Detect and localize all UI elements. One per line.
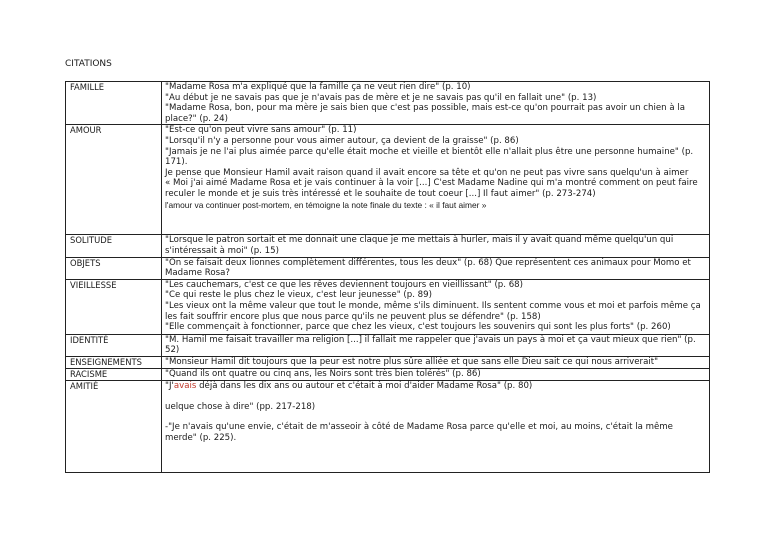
quote: "On se faisait deux lionnes complètement différentes, tous les deux" (p. 68) Que représentent ces animaux pour Momo et Madame Rosa?: [165, 257, 691, 279]
spacer: [165, 392, 707, 402]
quote: -"Je n'avais qu'une envie, c'était de m'asseoir à côté de Madame Rosa parce qu'elle et moi, au moins, c'était la même merde" (p. 225).: [165, 422, 673, 443]
quote: "Monsieur Hamil dit toujours que la peur est notre plus sûre alliée et que sans elle Dieu sait ce qui nous arriverait": [165, 356, 659, 367]
table-row: [66, 368, 710, 380]
category-identite: IDENTITÉ: [66, 334, 162, 356]
spacer: [165, 412, 707, 422]
quote: "Lorsqu'il n'y a personne pour vous aimer autour, ça devient de la graisse" (p. 86): [165, 135, 519, 146]
quotes-cell: [162, 125, 710, 235]
category-amour: AMOUR: [66, 125, 162, 235]
category-racisme: RACISME: [66, 368, 162, 380]
category-amitie: AMITIÉ: [66, 380, 162, 472]
quotes-cell: [162, 380, 710, 472]
quote: "Jamais je ne l'ai plus aimée parce qu'elle était moche et vieille et bientôt elle n'allait plus être une personne humaine" (p. 171).: [165, 146, 694, 168]
note: l'amour va continuer post-mortem, en témoigne la note finale du texte : « il faut aimer »: [165, 199, 487, 210]
table-row: [66, 380, 710, 472]
quote: « Moi j'ai aimé Madame Rosa et je vais continuer à la voir [...] C'est Madame Nadine qui m'a montré comment on peut faire reculer le monde et je suis très intéressé et le souhaite de tout coeur [...] Il faut aimer" (p. 273-274): [165, 178, 698, 199]
quote: Je pense que Monsieur Hamil avait raison quand il avait encore sa tête et qu'on ne peut pas vivre sans quelqu'un à aimer: [165, 167, 689, 178]
document-title: CITATIONS: [65, 59, 112, 69]
table-row: [66, 279, 710, 334]
quote: "Les vieux ont la même valeur que tout le monde, même s'ils diminuent. Ils sentent comme vous et moi et parfois même ça les fait souffrir encore plus que nous parce qu'ils ne peuvent plus se défendre" (p. 158): [165, 300, 701, 322]
quote: "Ce qui reste le plus chez le vieux, c'est leur jeunesse" (p. 89): [165, 290, 432, 301]
quote: "Madame Rosa, bon, pour ma mère je sais bien que c'est pas possible, mais est-ce qu'on pourrait pas avoir un chien à la place?" (p. 24): [165, 103, 685, 124]
category-enseignements: ENSEIGNEMENTS: [66, 356, 162, 368]
quote-prefix: "J': [165, 380, 174, 391]
table-row: [66, 356, 710, 368]
highlighted-word: avais: [173, 380, 197, 391]
quote: "Quand ils ont quatre ou cinq ans, les Noirs sont très bien tolérés" (p. 86): [165, 368, 481, 379]
table-row: [66, 82, 710, 125]
quotes-cell: [162, 368, 710, 380]
category-famille: FAMILLE: [66, 82, 162, 125]
quote: "Madame Rosa m'a expliqué que la famille ça ne veut rien dire" (p. 10): [165, 82, 471, 92]
quotes-cell: [162, 334, 710, 356]
category-solitude: SOLITUDE: [66, 235, 162, 257]
quotes-cell: [162, 257, 710, 279]
quote: "Est-ce qu'on peut vivre sans amour" (p. 11): [165, 125, 357, 136]
quotes-cell: [162, 279, 710, 334]
quote-rest: déjà dans les dix ans ou autour et c'était à moi d'aider Madame Rosa" (p. 80): [196, 380, 533, 391]
quotes-cell: [162, 82, 710, 125]
table-row: [66, 235, 710, 257]
quote: [165, 381, 707, 392]
quotes-cell: [162, 356, 710, 368]
quote: "M. Hamil me faisait travailler ma religion [...] il fallait me rappeler que j'avais un pays à moi et ça vaut mieux que rien" (p. 52): [165, 334, 696, 356]
citations-table: [65, 81, 710, 473]
quote: uelque chose à dire" (pp. 217-218): [165, 401, 316, 412]
table-row: [66, 334, 710, 356]
quote: "Elle commençait à fonctionner, parce que chez les vieux, c'est toujours les souvenirs qui sont les plus forts" (p. 260): [165, 322, 671, 333]
quote: "Lorsque le patron sortait et me donnait une claque je me mettais à hurler, mais il y avait quand même quelqu'un qui s'intéressait à moi" (p. 15): [165, 235, 674, 256]
quote: "Au début je ne savais pas que je n'avais pas de mère et je ne savais pas qu'il en fallait une" (p. 13): [165, 92, 597, 103]
table-row: [66, 257, 710, 279]
category-vieillesse: VIEILLESSE: [66, 279, 162, 334]
category-objets: OBJETS: [66, 257, 162, 279]
table-row: [66, 125, 710, 235]
quote: "Les cauchemars, c'est ce que les rêves deviennent toujours en vieillissant" (p. 68): [165, 279, 524, 290]
quotes-cell: [162, 235, 710, 257]
